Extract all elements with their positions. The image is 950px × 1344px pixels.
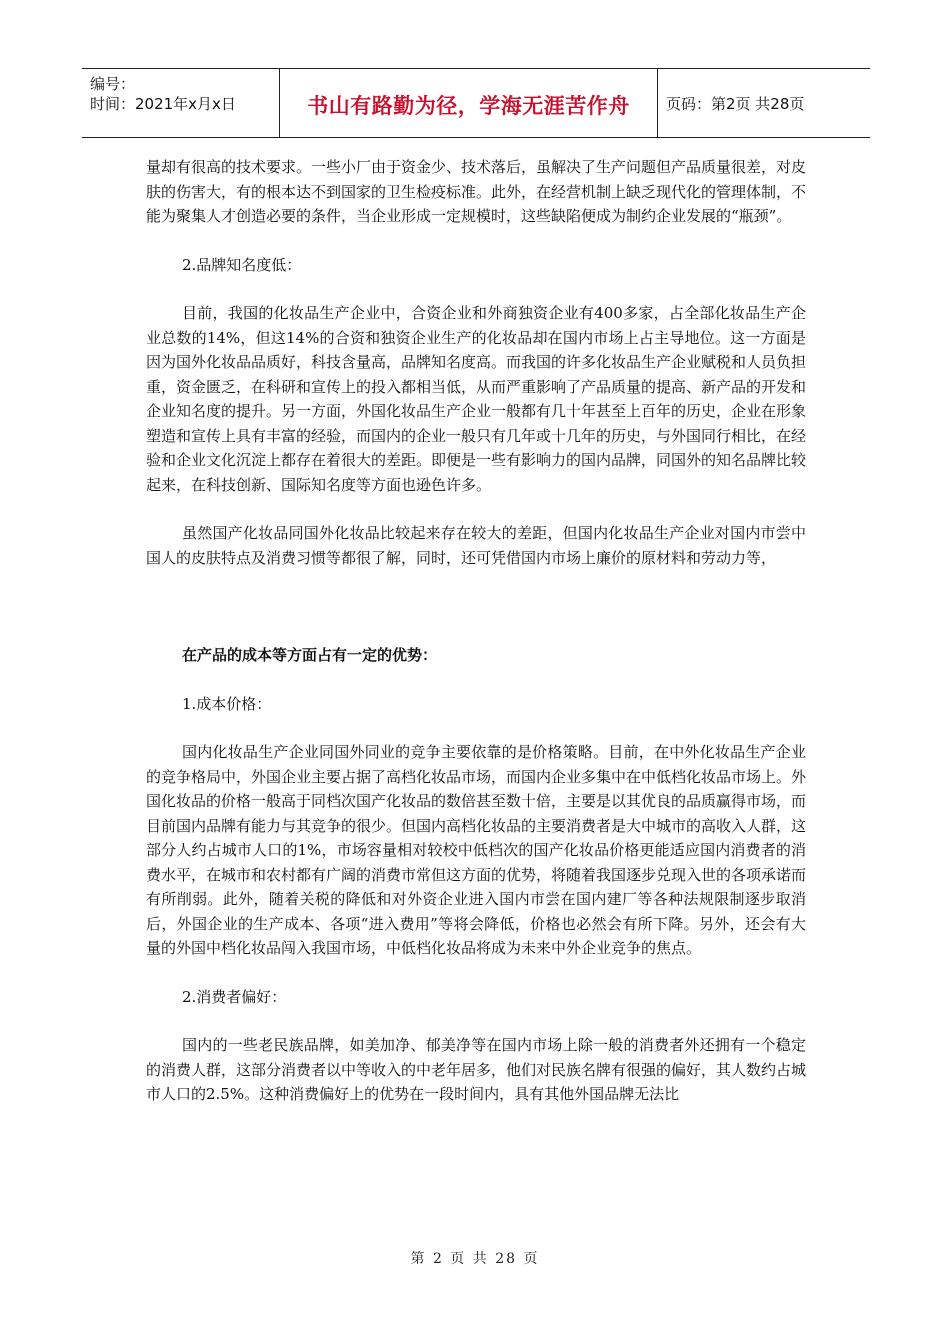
document-header [82,68,870,138]
document-body [146,155,806,1107]
heading-cost-advantage: 在产品的成本等方面占有一定的优势： [182,646,438,664]
paragraph-1: 量却有很高的技术要求。一些小厂由于资金少、技术落后，虽解决了生产问题但产品质量很差，对皮肤的伤害大，有的根本达不到国家的卫生检疫标准。此外，在经营机制上缺乏现代化的管理体制，不能为聚集人才创造必要的条件，当企业形成一定规模时，这些缺陷便成为制约企业发展的“瓶颈”。 [146,158,807,225]
header-meta-cell [82,69,280,137]
paragraph-4: 国内化妆品生产企业同国外同业的竞争主要依靠的是价格策略。目前，在中外化妆品生产企业的竞争格局中，外国企业主要占据了高档化妆品市场，而国内企业多集中在中低档化妆品市场上。外国化妆品的价格一般高于同档次国产化妆品的数倍甚至数十倍，主要是以其优良的品质赢得市场，而目前国内品牌有能力与其竞争的很少。但国内高档化妆品的主要消费者是大中城市的高收入人群，这部分人约占城市人口的1%，市场容量相对较校中低档次的国产化妆品价格更能适应国内消费者的消费水平，在城市和农村都有广阔的消费市常但这方面的优势，将随着我国逐步兑现入世的各项承诺而有所削弱。此外，随着关税的降低和对外资企业进入国内市尝在国内建厂等各种法规限制逐步取消后，外国企业的生产成本、各项“进入费用”等将会降低，价格也必然会有所下降。另外，还会有大量的外国中档化妆品闯入我国市场，中低档化妆品将成为未来中外企业竞争的焦点。 [146,743,807,957]
paragraph-5: 国内的一些老民族品牌，如美加净、郁美净等在国内市场上除一般的消费者外还拥有一个稳定的消费人群，这部分消费者以中等收入的中老年居多，他们对民族名牌有很强的偏好，其人数约占城市人口的2.5%。这种消费偏好上的优势在一段时间内，具有其他外国品牌无法比 [146,1036,807,1103]
page-info: 页码：第2页 共28页 [666,94,805,113]
header-motto-cell [280,69,658,137]
page-footer: 第 2 页 共 28 页 [410,1251,540,1267]
doc-number-label: 编号： [90,75,136,93]
motto-text: 书山有路勤为径，学海无涯苦作舟 [307,94,630,118]
paragraph-2: 目前，我国的化妆品生产企业中，合资企业和外商独资企业有400多家，占全部化妆品生产企业总数的14%，但这14%的合资和独资企业生产的化妆品却在国内市场上占主导地位。这一方面是因为国外化妆品品质好，科技含量高，品牌知名度高。而我国的许多化妆品生产企业赋税和人员负担重，资金匮乏，在科研和宣传上的投入都相当低，从而严重影响了产品质量的提高、新产品的开发和企业知名度的提升。另一方面，外国化妆品生产企业一般都有几十年甚至上百年的历史，企业在形象塑造和宣传上具有丰富的经验，而国内的企业一般只有几年或十几年的历史，与外国同行相比，在经验和企业文化沉淀上都存在着很大的差距。即便是一些有影响力的国内品牌，同国外的知名品牌比较起来，在科技创新、国际知名度等方面也逊色许多。 [146,304,807,494]
date-label: 时间：2021年x月x日 [90,95,236,113]
heading-cost-price: 1.成本价格： [182,694,272,713]
heading-consumer-preference: 2.消费者偏好： [182,987,287,1006]
heading-brand-awareness: 2.品牌知名度低： [182,255,302,274]
header-page-cell [658,69,870,137]
paragraph-3: 虽然国产化妆品同国外化妆品比较起来存在较大的差距，但国内化妆品生产企业对国内市尝中国人的皮肤特点及消费习惯等都很了解，同时，还可凭借国内市场上廉价的原材料和劳动力等， [146,524,806,567]
